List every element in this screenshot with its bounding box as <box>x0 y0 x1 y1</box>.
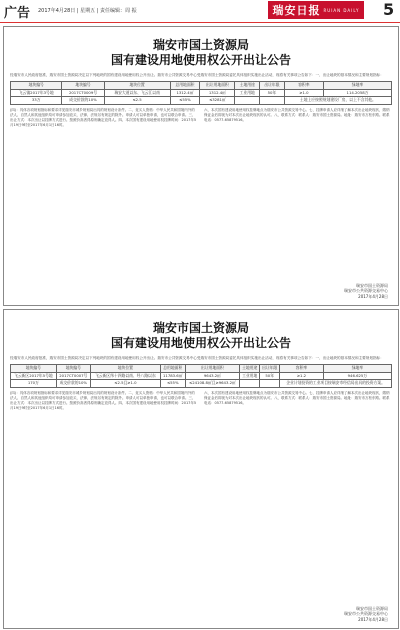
signature-org: 瑞安市公共资源交易中心 <box>344 288 388 293</box>
table-header-cell: 地块编号 <box>56 365 90 373</box>
table-cell: 114.2058万 <box>324 89 392 97</box>
notice-title: 国有建设用地使用权公开出让公告 <box>110 53 291 67</box>
table-row <box>11 89 392 97</box>
newspaper-logo <box>268 1 364 19</box>
table-cell <box>235 97 260 105</box>
table-cell: 成交价款的10% <box>62 97 104 105</box>
table-cell: 50年 <box>260 372 280 380</box>
brand-name: 瑞安日报 <box>272 4 321 17</box>
notice-title: 国有建设用地使用权公开出让公告 <box>110 336 291 350</box>
table-cell <box>260 97 285 105</box>
notice-title-org: 瑞安市国土资源局 <box>152 38 249 52</box>
notice-intro: 经瑞安市人民政府批准，瑞安市国土资源局决定以下列地块的国有建设用地使用权公开出让。瑞安市公共资源交易中心受瑞安市国土资源局委托具体组织实施出让活动，现将有关事项公告如下：一、出让地块的基本情况和主要规划指标： <box>10 73 384 77</box>
table-cell: 飞云新区2017年5号地 <box>11 372 57 380</box>
table-header-cell: 出让用地面积 <box>185 365 240 373</box>
signature-org: 瑞安市国土资源局 <box>356 282 388 288</box>
notice-body-right: 六、本次国有建设用地使用权挂牌地点为瑞安市公共资源交易中心。七、挂牌申请人应详细了解本次出让地块现状，缴纳保证金后即视为对本次出让地块现状的认可。八、联系方式：联系人：瑞安市国土资源局。地址：瑞安市万松东路。联系电话：0577-65879516。 <box>204 390 390 405</box>
table-cell: 土地上应按照规划建设厂房，以上不含其他。 <box>284 97 391 105</box>
notice-intro: 经瑞安市人民政府批准，瑞安市国土资源局决定以下列地块的国有建设用地使用权公开出让。瑞安市公共资源交易中心受瑞安市国土资源局委托具体组织实施出让活动，现将有关事项公告如下：一、出让地块的基本情况和主要规划指标： <box>10 356 384 360</box>
table-cell: 工业用地 <box>240 372 260 380</box>
notice-body <box>10 391 392 411</box>
notice-body-left: (四)：具体各项规划指标和要求详见瑞安市城乡规划局出具的规划设计条件。二、竞买人资格：中华人民共和国境内外的法人、自然人和其他组织均可申请参加竞买，法律、法规另有规定的除外。申请人可以单独申请，也可以联合申请。三、出让方式：本次出让以挂牌方式进行。按照价高者得原则确定竞得人。四、本次国有建设用地使用权挂牌时间：2017年5月19日9时至2017年6月1日16时。 <box>10 107 197 127</box>
table-header-cell: 地块位置 <box>104 82 170 90</box>
table-header-cell: 出让年限 <box>260 365 280 373</box>
table-header-cell: 总用地面积 <box>170 82 200 90</box>
table-cell: 2017CT0009号 <box>62 89 104 97</box>
notice-body-right: 六、本次国有建设用地使用权挂牌地点为瑞安市公共资源交易中心。七、挂牌申请人应详细了解本次出让地块现状，缴纳保证金后即视为对本次出让地块现状的认可。八、联系方式：联系人：瑞安市国土资源局。地址：瑞安市万松东路。联系电话：0577-65879516。 <box>204 107 390 122</box>
signature-date: 2017年4月28日 <box>358 616 388 622</box>
notice-2 <box>3 309 399 629</box>
table-header-row <box>11 365 392 373</box>
table-cell <box>240 380 260 388</box>
notice-1 <box>3 26 399 306</box>
table-cell: 1312.4㎡ <box>170 89 200 97</box>
table-cell: 2017CT0007号 <box>56 372 90 380</box>
signature-date: 2017年4月28日 <box>358 293 388 299</box>
table-header-cell: 土地用途 <box>240 365 260 373</box>
land-table <box>10 364 392 388</box>
table-header-cell: 总用地面积 <box>160 365 185 373</box>
notice-body-left: (四)：具体各项规划指标和要求详见瑞安市城乡规划局出具的规划设计条件。二、竞买人资格：中华人民共和国境内外的法人、自然人和其他组织均可申请参加竞买，法律、法规另有规定的除外。申请人可以单独申请，也可以联合申请。三、出让方式：本次出让以挂牌方式进行。按照价高者得原则确定竞得人。四、本次国有建设用地使用权挂牌时间：2017年5月19日9时至2017年6月1日16时。 <box>10 390 197 410</box>
table-cell: ≤2.5且≥1.0 <box>90 380 160 388</box>
notice-body <box>10 108 392 128</box>
table-cell: ≥1.0 <box>284 89 323 97</box>
table-cell: 170万 <box>11 380 57 388</box>
brand-sub: RUIAN DAILY <box>323 7 360 13</box>
table-cell: ≤3281㎡ <box>200 97 235 105</box>
table-cell: 工业用地 <box>235 89 260 97</box>
signature-org: 瑞安市公共资源交易中心 <box>344 611 388 616</box>
table-cell: 50年 <box>260 89 285 97</box>
table-header-cell: 地块编号 <box>62 82 104 90</box>
table-cell: 成交价款的10% <box>56 380 90 388</box>
table-row <box>11 380 392 388</box>
issue-meta: 2017年4月28日 | 星期五 | 责任编辑：周 振 <box>38 8 137 14</box>
table-header-cell: 绿地率 <box>324 82 392 90</box>
table-cell: 飞云镇2017年3号地 <box>11 89 62 97</box>
table-header-cell: 容积率 <box>280 365 324 373</box>
table-cell: 946.625万 <box>323 372 391 380</box>
page-header <box>0 0 400 23</box>
table-cell: ≤55% <box>170 97 200 105</box>
table-cell <box>260 380 280 388</box>
table-header-cell: 土地用途 <box>235 82 260 90</box>
table-header-cell: 出让用地面积 <box>200 82 235 90</box>
notice-title-org: 瑞安市国土资源局 <box>152 321 249 335</box>
table-cell: 33万 <box>11 97 62 105</box>
table-header-cell: 出让年限 <box>260 82 285 90</box>
page-number: 5 <box>383 0 395 19</box>
notice-signature <box>344 283 388 300</box>
table-header-cell: 容积率 <box>284 82 323 90</box>
notice-signature <box>344 606 388 623</box>
table-cell: ≥1.2 <box>280 372 324 380</box>
table-header-row <box>11 82 392 90</box>
table-cell: 瑞安大道以东、飞云江以南 <box>104 89 170 97</box>
table-row <box>11 372 392 380</box>
table-cell: 企业计划投资的工业项目按瑞安市经信局出具的投资方案。 <box>280 380 392 388</box>
table-row <box>11 97 392 105</box>
table-cell: ≤24108.8㎡且≥9643.2㎡ <box>185 380 240 388</box>
signature-org: 瑞安市国土资源局 <box>356 605 388 611</box>
table-cell: ≤2.5 <box>104 97 170 105</box>
table-cell: 9643.2㎡ <box>185 372 240 380</box>
table-cell: 11783.6㎡ <box>160 372 185 380</box>
section-label: 广告 <box>4 6 31 21</box>
table-header-cell: 地块编号 <box>11 82 62 90</box>
table-cell: 飞云新区纬十四路以南、经八路以东 <box>90 372 160 380</box>
table-cell: 1312.4㎡ <box>200 89 235 97</box>
table-header-cell: 地块编号 <box>11 365 57 373</box>
table-header-cell: 绿地率 <box>323 365 391 373</box>
table-cell: ≤55% <box>160 380 185 388</box>
land-table <box>10 81 392 105</box>
table-header-cell: 地块位置 <box>90 365 160 373</box>
